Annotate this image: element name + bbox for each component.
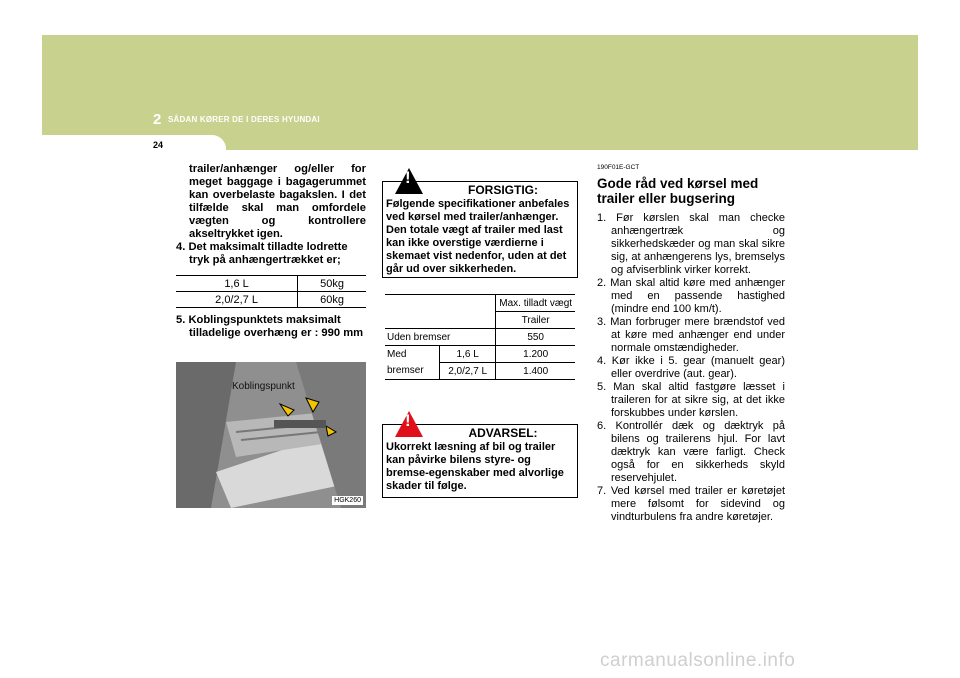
header-band (42, 35, 918, 150)
photo-label: Koblingspunkt (232, 381, 295, 392)
table-cell: 50kg (298, 276, 366, 292)
table-row (385, 329, 575, 346)
table-row (385, 295, 575, 312)
caution-box (382, 168, 578, 278)
table-cell: Med (387, 348, 407, 360)
chapter-title: SÅDAN KØRER DE I DERES HYUNDAI (168, 115, 320, 124)
table-cell: 60kg (298, 292, 366, 308)
list-item: 4. Kør ikke i 5. gear (manuelt gear) eller overdrive (aut. gear). (597, 355, 785, 380)
list-item: 1. Før kørslen skal man checke anhængertræk og sikkerhedskæder og man skal sikre sig, at anhængerens lys, bremselys og afviserblink virker korrekt. (597, 212, 785, 276)
table-header: Max. tilladt vægt (496, 295, 575, 312)
table-cell: 1,6 L (440, 346, 496, 363)
item-5: 5. Koblingspunktets maksimalt tilladelige overhæng er : 990 mm (176, 314, 364, 339)
table-cell: 2,0/2,7 L (176, 292, 298, 308)
table-cell: 1,6 L (176, 276, 298, 292)
trailer-weight-table (385, 294, 575, 380)
table-cell: bremser (385, 363, 440, 380)
warning-title: ADVARSEL: (468, 426, 538, 440)
list-item: 3. Man forbruger mere brændstof ved at køre med anhænger end under normale omstændigheder. (597, 316, 785, 354)
list-item: 2. Man skal altid køre med anhænger med en passende hastighed (mindre end 100 km/t). (597, 277, 785, 315)
warning-text: Ukorrekt læsning af bil og trailer kan påvirke bilens styre- og bremse-egenskaber med alvorlige skader til følge. (386, 441, 564, 492)
section-heading: Gode råd ved kørsel med trailer eller bugsering (597, 176, 759, 206)
table-row (176, 276, 366, 292)
table-cell: 1.200 (496, 346, 575, 363)
warning-box (382, 411, 578, 498)
table-row (385, 312, 575, 329)
section-code: 190F01E-GCT (597, 164, 640, 171)
exclamation-icon: ! (405, 168, 411, 187)
photo-code: HGK260 (334, 497, 361, 504)
table-row (385, 346, 575, 363)
column-left (176, 163, 366, 267)
watermark: carmanualsonline.info (600, 650, 796, 671)
item-4: 4. Det maksimalt tilladte lodrette tryk på anhængertrækket er; (176, 241, 348, 266)
table-row (176, 292, 366, 308)
table-cell: 2,0/2,7 L (440, 363, 496, 380)
list-item: 6. Kontrollér dæk og dæktryk på bilens og trailerens hjul. For lavt dæktryk kan være farligt. Check også for en sikkerheds skyld reservehjulet. (597, 420, 785, 484)
table-header: Trailer (496, 312, 575, 329)
tow-hitch-photo (176, 362, 366, 508)
list-item: 7. Ved kørsel med trailer er køretøjet mere følsomt for sidevind og vindturbulens fra andre køretøjer. (597, 485, 785, 523)
table-cell: 1.400 (496, 363, 575, 380)
chapter-number: 2 (153, 111, 162, 128)
table-cell: 550 (496, 329, 575, 346)
continued-text: trailer/anhænger og/eller for meget baggage i bagagerummet kan overbelaste bagakslen. I det tilfælde skal man omfordele vægten og kontrollere akseltrykket igen. (189, 163, 366, 240)
caution-text: Følgende specifikationer anbefales ved kørsel med trailer/anhænger. Den totale vægt af trailer med last kan ikke overstige værdierne i skemaet vist nedenfor, uden at det går ud over sikkerheden. (386, 198, 570, 275)
coupling-load-table (176, 275, 366, 308)
list-item: 5. Man skal altid fastgøre læsset i traileren for at sikre sig, at det ikke forskubbes under kørslen. (597, 381, 785, 419)
table-cell: Uden bremser (385, 329, 496, 346)
column-right (597, 161, 785, 524)
page-number: 24 (153, 140, 164, 150)
table-row (385, 363, 575, 380)
caution-title: FORSIGTIG: (468, 183, 538, 197)
exclamation-icon: ! (405, 411, 411, 430)
page-tab (42, 135, 226, 153)
